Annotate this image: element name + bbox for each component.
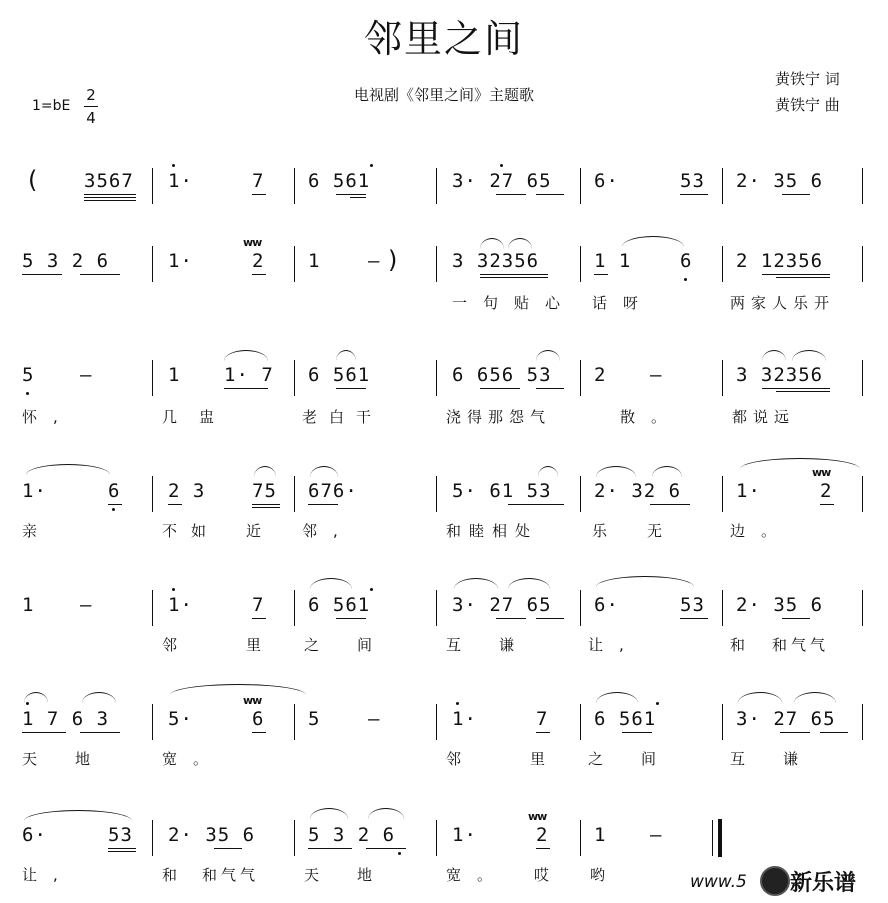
note-group: 2· 32 6 xyxy=(594,480,682,502)
slur xyxy=(508,238,532,249)
note-group: 2 xyxy=(594,364,607,386)
note-group: 1 1 xyxy=(594,250,632,272)
trill-mark-icon: ww xyxy=(812,466,831,479)
underline xyxy=(762,274,830,275)
underline xyxy=(108,504,122,505)
slur xyxy=(538,466,558,477)
note-group: 6 561 xyxy=(308,594,371,616)
open-paren: ( xyxy=(28,166,38,194)
bar-line xyxy=(722,168,723,204)
underline xyxy=(650,504,690,505)
high-octave-dot xyxy=(656,702,659,705)
underline xyxy=(336,618,366,619)
note-group: 3· 27 65 xyxy=(452,170,552,192)
bar-line xyxy=(722,246,723,282)
underline xyxy=(536,618,564,619)
key-signature: 1=bE xyxy=(32,98,71,114)
watermark-site-name: 新乐谱 xyxy=(790,871,857,896)
underline xyxy=(536,732,550,733)
lyric: 邻 xyxy=(162,636,194,654)
slur xyxy=(508,578,550,589)
bar-line xyxy=(862,360,863,396)
underline xyxy=(80,274,120,275)
underline xyxy=(508,504,564,505)
slur xyxy=(740,458,860,469)
bar-line xyxy=(722,704,723,740)
underline xyxy=(22,274,62,275)
note-group: 1· xyxy=(168,594,193,616)
lyric: 里 xyxy=(246,636,278,654)
note-group: 5 3 2 6 xyxy=(308,824,396,846)
note-group: 1 xyxy=(22,594,35,616)
note-group: 676· xyxy=(308,480,358,502)
lyric: 亲 xyxy=(22,522,54,540)
lyric: 话呀 xyxy=(592,294,655,312)
underline xyxy=(680,194,708,195)
note-group: 6 xyxy=(108,480,121,502)
lyric: 邻, xyxy=(302,522,354,540)
bar-line xyxy=(722,590,723,626)
slur xyxy=(738,692,782,703)
underline xyxy=(308,504,338,505)
bar-line xyxy=(152,168,153,204)
bar-line xyxy=(580,820,581,856)
underline xyxy=(622,732,652,733)
lyric: 邻 xyxy=(446,750,478,768)
bar-line xyxy=(862,168,863,204)
bar-line xyxy=(436,590,437,626)
underline xyxy=(536,848,550,849)
note-group: 3· 27 65 xyxy=(736,708,836,730)
underline xyxy=(308,848,352,849)
note-group: 2 xyxy=(252,250,265,272)
note-group: 6 561 xyxy=(594,708,657,730)
slur xyxy=(310,466,338,477)
slur xyxy=(596,576,694,587)
lyric: 一句贴心 xyxy=(452,294,577,312)
note-group: 1· xyxy=(22,480,47,502)
underline xyxy=(780,732,810,733)
underline xyxy=(224,388,268,389)
lyric: 天地 xyxy=(22,750,129,768)
slur xyxy=(622,236,684,247)
lyric: 之间 xyxy=(588,750,695,768)
underline xyxy=(594,274,608,275)
lyric: 老白干 xyxy=(302,408,384,426)
note-group: 6 561 xyxy=(308,364,371,386)
slur xyxy=(170,684,306,695)
bar-line xyxy=(722,360,723,396)
bar-line xyxy=(580,246,581,282)
underline xyxy=(108,851,136,852)
underline xyxy=(214,848,242,849)
underline xyxy=(536,194,564,195)
note-group: 1 7 6 3 xyxy=(22,708,110,730)
lyric: 和 xyxy=(162,866,194,884)
underline xyxy=(496,194,526,195)
slur xyxy=(336,350,356,361)
underline xyxy=(820,732,848,733)
bar-line xyxy=(294,246,295,282)
high-octave-dot xyxy=(172,588,175,591)
underline xyxy=(536,388,564,389)
note-group: 2 xyxy=(536,824,549,846)
lyric: 让, xyxy=(588,636,640,654)
slur xyxy=(480,238,504,249)
bar-line xyxy=(436,704,437,740)
bar-line xyxy=(152,590,153,626)
note-group: 1· 7 xyxy=(224,364,274,386)
note-group: 53 xyxy=(680,594,705,616)
lyric: 哟 xyxy=(590,866,622,884)
note-group: 53 xyxy=(680,170,705,192)
slur xyxy=(794,692,836,703)
lyric: 和睦相处 xyxy=(446,522,539,540)
bar-line xyxy=(152,246,153,282)
slur xyxy=(26,464,110,475)
note-group: 53 xyxy=(108,824,133,846)
bar-line xyxy=(436,476,437,512)
underline xyxy=(480,274,548,275)
lyric: 宽。 xyxy=(446,866,509,884)
high-octave-dot xyxy=(172,164,175,167)
trill-mark-icon: ww xyxy=(243,694,262,707)
bar-line xyxy=(294,590,295,626)
note-group: 2 12356 xyxy=(736,250,824,272)
bar-line xyxy=(580,476,581,512)
lyric: 互谦 xyxy=(446,636,553,654)
time-signature-top: 2 xyxy=(86,86,96,104)
slur xyxy=(454,578,498,589)
note-group: 7 xyxy=(252,170,265,192)
high-octave-dot xyxy=(456,702,459,705)
time-signature-divider xyxy=(84,106,98,107)
underline xyxy=(252,618,266,619)
slur xyxy=(536,350,560,361)
underline xyxy=(782,194,810,195)
bar-line xyxy=(722,476,723,512)
bar-line xyxy=(580,704,581,740)
final-bar-thin xyxy=(712,820,713,856)
underline xyxy=(84,200,136,201)
underline xyxy=(366,848,406,849)
note-group: 1· xyxy=(736,480,761,502)
note-group: – xyxy=(80,364,93,386)
lyric: 怀, xyxy=(22,408,74,426)
underline xyxy=(252,504,280,505)
lyric: 让, xyxy=(22,866,74,884)
underline xyxy=(168,504,182,505)
underline xyxy=(350,197,366,198)
bar-line xyxy=(294,360,295,396)
slur xyxy=(24,810,132,821)
underline xyxy=(108,848,136,849)
underline xyxy=(776,391,830,392)
slur xyxy=(368,808,404,819)
note-group: 2· 35 6 xyxy=(736,170,824,192)
vinyl-disc-icon xyxy=(760,866,790,896)
lyric: 和 xyxy=(730,636,762,654)
note-group: 3· 27 65 xyxy=(452,594,552,616)
slur xyxy=(792,350,826,361)
lyric: 和气气 xyxy=(202,866,260,884)
underline xyxy=(762,388,830,389)
slur xyxy=(224,350,268,361)
bar-line xyxy=(862,590,863,626)
underline xyxy=(336,388,366,389)
note-group: – xyxy=(368,708,381,730)
lyric: 之间 xyxy=(304,636,411,654)
bar-line xyxy=(294,476,295,512)
underline xyxy=(252,194,266,195)
lyric: 都说远 xyxy=(732,408,796,426)
note-group: 6· xyxy=(594,594,619,616)
note-group: 7 xyxy=(252,594,265,616)
bar-line xyxy=(580,590,581,626)
note-group: 2 3 xyxy=(168,480,206,502)
underline xyxy=(84,197,136,198)
slur xyxy=(24,692,48,703)
note-group: 7 xyxy=(536,708,549,730)
underline xyxy=(776,277,830,278)
low-octave-dot xyxy=(26,392,29,395)
low-octave-dot xyxy=(684,278,687,281)
low-octave-dot xyxy=(112,508,115,511)
high-octave-dot xyxy=(500,164,503,167)
note-group: 1· xyxy=(452,708,477,730)
note-group: 1· xyxy=(168,170,193,192)
lyric: 散。 xyxy=(620,408,683,426)
lyric: 宽。 xyxy=(162,750,225,768)
lyric: 天地 xyxy=(304,866,411,884)
bar-line xyxy=(152,704,153,740)
final-bar-thick xyxy=(718,819,722,857)
underline xyxy=(820,504,834,505)
bar-line xyxy=(436,360,437,396)
note-group: 3 32356 xyxy=(452,250,540,272)
slur xyxy=(254,466,276,477)
bar-line xyxy=(580,360,581,396)
subtitle: 电视剧《邻里之间》主题歌 xyxy=(353,86,534,104)
underline xyxy=(680,618,708,619)
lyric: 边。 xyxy=(730,522,793,540)
note-group: 6 xyxy=(252,708,265,730)
underline xyxy=(252,274,266,275)
note-group: 75 xyxy=(252,480,277,502)
bar-line xyxy=(152,476,153,512)
note-group: 3567 xyxy=(84,170,134,192)
underline xyxy=(84,194,136,195)
underline xyxy=(252,507,280,508)
note-group: 6 xyxy=(680,250,693,272)
note-group: 2· 35 6 xyxy=(168,824,256,846)
underline xyxy=(252,732,266,733)
note-group: 5 3 2 6 xyxy=(22,250,110,272)
trill-mark-icon: ww xyxy=(243,236,262,249)
low-octave-dot xyxy=(398,852,401,855)
slur xyxy=(310,808,348,819)
lyric: 和气气 xyxy=(772,636,830,654)
note-group: – xyxy=(650,364,663,386)
slur xyxy=(596,466,636,477)
trill-mark-icon: ww xyxy=(528,810,547,823)
lyric: 哎 xyxy=(534,866,566,884)
note-group: 6 561 xyxy=(308,170,371,192)
underline xyxy=(480,388,520,389)
lyric: 互谦 xyxy=(730,750,837,768)
underline xyxy=(80,732,120,733)
note-group: 6 656 53 xyxy=(452,364,552,386)
lyric: 两家人乐开 xyxy=(730,294,836,312)
note-group: – xyxy=(80,594,93,616)
slur xyxy=(762,350,786,361)
note-group: 1 xyxy=(594,824,607,846)
slur xyxy=(82,692,116,703)
slur xyxy=(652,466,682,477)
bar-line xyxy=(436,820,437,856)
high-octave-dot xyxy=(370,588,373,591)
bar-line xyxy=(862,246,863,282)
lyric: 乐无 xyxy=(592,522,703,540)
note-group: 1· xyxy=(168,250,193,272)
lyricist-credit: 黄铁宁 词 xyxy=(775,70,840,88)
time-signature-bottom: 4 xyxy=(86,109,96,127)
bar-line xyxy=(152,820,153,856)
page-title: 邻里之间 xyxy=(363,17,524,61)
note-group: 5 xyxy=(22,364,35,386)
bar-line xyxy=(862,476,863,512)
bar-line xyxy=(294,168,295,204)
lyric: 里 xyxy=(530,750,562,768)
underline xyxy=(336,194,366,195)
lyric: 几盅 xyxy=(162,408,237,426)
bar-line xyxy=(436,246,437,282)
bar-line xyxy=(862,704,863,740)
note-group: 5· xyxy=(168,708,193,730)
note-group: – xyxy=(368,250,381,272)
note-group: 6· xyxy=(594,170,619,192)
note-group: 5 xyxy=(308,708,321,730)
note-group: 2 xyxy=(820,480,833,502)
bar-line xyxy=(294,820,295,856)
slur xyxy=(310,578,352,589)
composer-credit: 黄铁宁 曲 xyxy=(775,96,840,114)
lyric: 近 xyxy=(246,522,278,540)
note-group: 1 xyxy=(308,250,321,272)
note-group: 3 32356 xyxy=(736,364,824,386)
bar-line xyxy=(152,360,153,396)
note-group: – xyxy=(650,824,663,846)
underline xyxy=(782,618,810,619)
underline xyxy=(480,277,548,278)
note-group: 5· 61 53 xyxy=(452,480,552,502)
note-group: 2· 35 6 xyxy=(736,594,824,616)
lyric: 不如 xyxy=(162,522,221,540)
bar-line xyxy=(580,168,581,204)
watermark-url: www.5 xyxy=(690,872,747,892)
note-group: 1· xyxy=(452,824,477,846)
note-group: 1 xyxy=(168,364,181,386)
note-group: 6· xyxy=(22,824,47,846)
underline xyxy=(496,618,526,619)
lyric: 浇得那怨气 xyxy=(446,408,552,426)
close-paren: ) xyxy=(388,246,398,274)
high-octave-dot xyxy=(370,164,373,167)
slur xyxy=(596,692,638,703)
underline xyxy=(22,732,66,733)
bar-line xyxy=(436,168,437,204)
bar-line xyxy=(294,704,295,740)
